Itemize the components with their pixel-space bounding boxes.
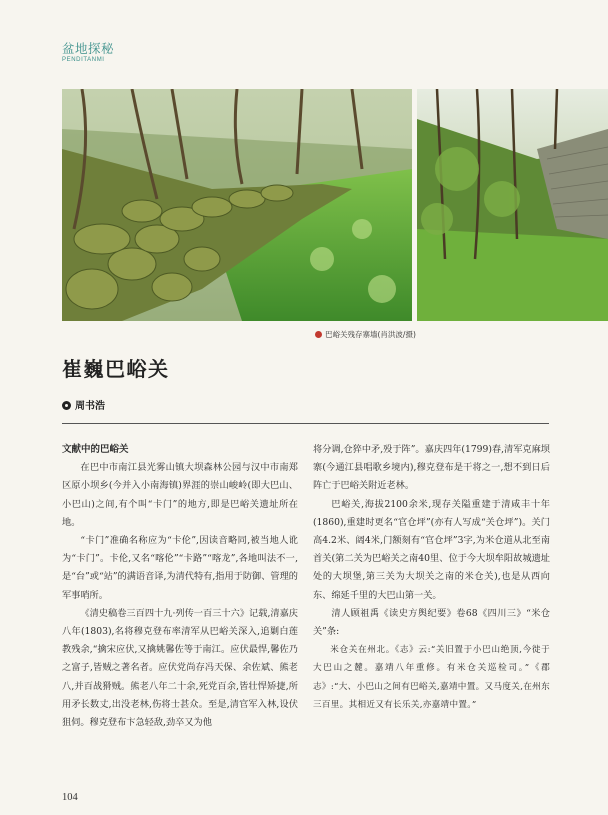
- paragraph: “卡门”准确名称应为“卡伦”,因读音略同,被当地人讹为“卡门”。卡伦,又名“喀伦”“卡路”“喀龙”,各地叫法不一,是“台”或“站”的满语音译,为清代特有,指用于防御、管理的军事哨所。: [62, 535, 298, 601]
- paragraph: 《清史稿卷三百四十九·列传一百三十六》记载,清嘉庆八年(1803),名将穆克登布率清军从巴峪关深入,追剿白莲教残余,“擒宋应伏,又擒姚馨佐等于南江。应伏最悍,馨佐乃之富子,皆贼之著名者。应伏党尚存冯天保、余佐斌、熊老八,并百战猾贼。熊老八年二十余,死党百余,皆壮悍矫捷,所用矛长数丈,出没老林,伤将士甚众。至是,清官军入林,设伏狙伺。穆克登布卞急轻敌,劲卒又为他: [62, 607, 298, 729]
- section-label-cn: 盆地探秘: [62, 41, 115, 56]
- section-label-en: PENDITANMI: [62, 57, 105, 63]
- photo-stone-wall: [62, 89, 412, 321]
- photo-forest-wall: [417, 89, 608, 321]
- photo-stone-wall-image: [62, 89, 412, 321]
- photo-caption: [315, 329, 416, 340]
- title-divider: [62, 423, 549, 424]
- section-label: [62, 39, 114, 63]
- author-line: [62, 397, 105, 412]
- paragraph: 将分调,仓猝中矛,殁于阵”。嘉庆四年(1799)春,清军克麻坝寨(今通江县唱歌乡境内),穆克登布是干将之一,想不到日后阵亡于巴峪关附近老林。: [313, 444, 550, 492]
- author-name: 周书浩: [75, 401, 105, 412]
- block-quote: 米仓关在州北。《志》云:“关旧置于小巴山绝顶,今徙于大巴山之麓。嘉靖八年重修。有米仓关巡检司。”《郡志》:“大、小巴山之间有巴峪关,嘉靖中置。又马度关,在州东三百里。其相近又有长乐关,亦嘉靖中置。”: [313, 645, 550, 710]
- page-number: 104: [62, 792, 78, 803]
- paragraph: 巴峪关,海拔2100余米,现存关隘重建于清咸丰十年(1860),重建时更名“官仓坪”(亦有人写成“关仓坪”)。关门高4.2米、阔4米,门额刻有“官仓坪”3字,为米仓道从北至南首关(第二关为巴峪关之南40里、位于今大坝牟阳故城遗址处的大坝堡,第三关为大坝关之南的米仓关),也是从西向东、绵延千里的大巴山第一关。: [313, 498, 550, 601]
- paragraph: 在巴中市南江县光雾山镇大坝森林公园与汉中市南郑区原小坝乡(今并入小南海镇)界涯的崇山峻岭(即大巴山、小巴山)之间,有个叫“卡门”的地方,即是巴峪关遗址所在地。: [62, 462, 298, 528]
- section-heading: 文献中的巴峪关: [62, 444, 129, 455]
- photo-forest-wall-image: [417, 89, 608, 321]
- right-column: [313, 441, 550, 714]
- left-column: [62, 441, 298, 732]
- paragraph: 清人顾祖禹《读史方舆纪要》卷68《四川三》“米仓关”条:: [313, 607, 550, 638]
- author-bullet-icon: [62, 401, 71, 410]
- article-title: 崔巍巴峪关: [62, 357, 170, 381]
- caption-text: 巴峪关残存寨墙(肖洪波/摄): [325, 330, 416, 339]
- caption-dot-icon: [315, 331, 322, 338]
